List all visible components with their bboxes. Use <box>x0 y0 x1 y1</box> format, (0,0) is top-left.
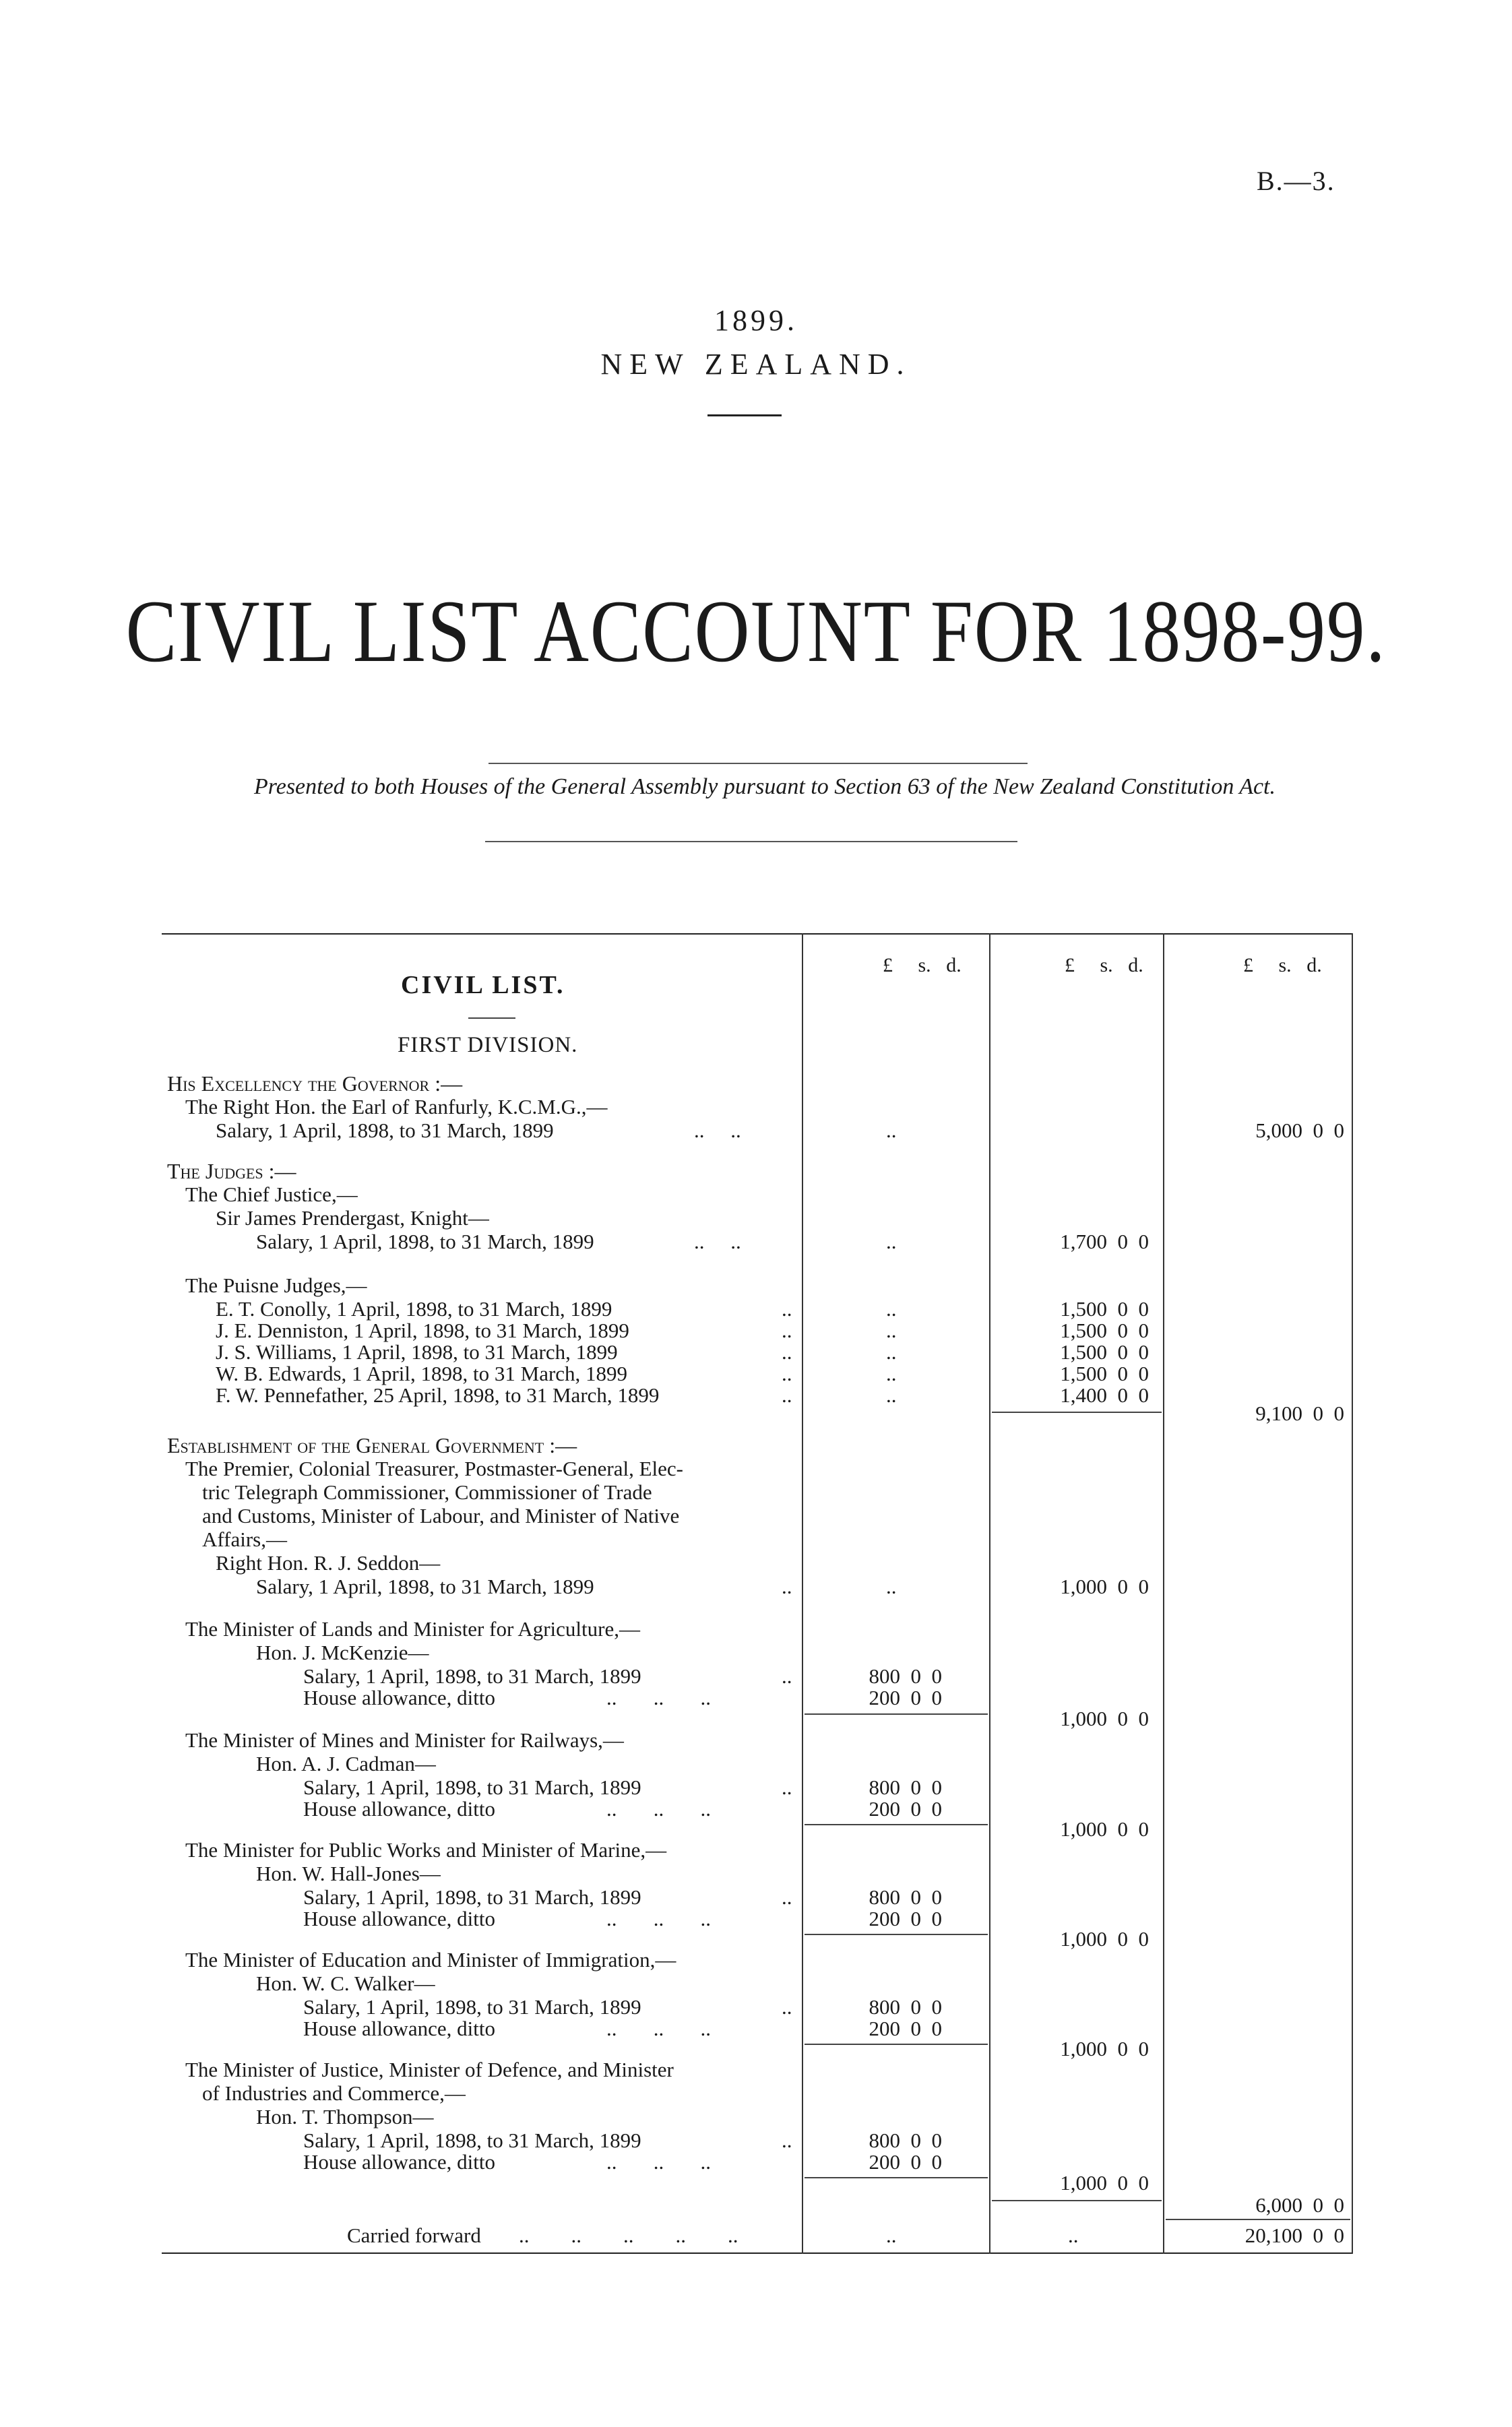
house-allowance-line: House allowance, ditto <box>303 2017 495 2040</box>
house-allowance-amount: 200 0 0 <box>869 1907 942 1930</box>
leader-dots: .. .. .. .. .. <box>519 2224 738 2247</box>
person-name: Sir James Prendergast, Knight— <box>216 1206 489 1230</box>
office-description: The Minister for Public Works and Minister of Marine,— <box>185 1838 667 1862</box>
office-description: The Premier, Colonial Treasurer, Postmaster-General, Elec- <box>185 1457 683 1480</box>
civil-list-heading: CIVIL LIST. <box>401 971 565 999</box>
salary-line: Salary, 1 April, 1898, to 31 March, 1899 <box>303 1664 641 1688</box>
puisne-judge-amount: 1,400 0 0 <box>1060 1383 1149 1407</box>
leader-dots: .. .. .. <box>606 2150 711 2174</box>
leader-dots: .. <box>1068 2224 1079 2247</box>
house-allowance-line: House allowance, ditto <box>303 2150 495 2174</box>
salary-line: Salary, 1 April, 1898, to 31 March, 1899 <box>256 1575 594 1598</box>
row-label: The Chief Justice,— <box>185 1183 358 1206</box>
house-allowance-line: House allowance, ditto <box>303 1686 495 1709</box>
salary-amount: 800 0 0 <box>869 1885 942 1909</box>
leader-dots: .. <box>886 1340 897 1364</box>
puisne-judge-row: F. W. Pennefather, 25 April, 1898, to 31 March, 1899 <box>216 1383 660 1407</box>
office-description: Affairs,— <box>202 1527 287 1551</box>
minister-total: 1,000 0 0 <box>1060 1927 1149 1951</box>
leader-dots: .. <box>782 1775 792 1799</box>
puisne-judge-amount: 1,500 0 0 <box>1060 1297 1149 1321</box>
leader-dots: .. <box>782 1383 792 1407</box>
table-bottom-rule <box>162 2252 1353 2254</box>
salary-amount: 800 0 0 <box>869 1664 942 1688</box>
leader-dots: .. .. .. <box>606 1907 711 1930</box>
section-heading: His Excellency the Governor :— <box>167 1071 463 1096</box>
leader-dots: .. <box>782 1362 792 1385</box>
salary-line: Salary, 1 April, 1898, to 31 March, 1899 <box>303 2129 641 2152</box>
chief-justice-amount: 1,700 0 0 <box>1060 1230 1149 1253</box>
column-rule <box>989 933 990 2254</box>
person-name: Hon. J. McKenzie— <box>256 1641 429 1664</box>
office-description: and Customs, Minister of Labour, and Minister of Native <box>202 1504 680 1527</box>
leader-dots: .. <box>886 2224 897 2247</box>
person-name: Hon. W. Hall-Jones— <box>256 1862 441 1885</box>
leader-dots: .. <box>886 1118 897 1142</box>
minister-total: 1,000 0 0 <box>1060 2037 1149 2060</box>
house-allowance-line: House allowance, ditto <box>303 1797 495 1821</box>
minister-total: 1,000 0 0 <box>1060 1817 1149 1841</box>
sum-rule <box>805 2044 988 2045</box>
civil-list-table <box>162 933 1353 2255</box>
leader-dots: .. .. <box>694 1230 741 1253</box>
country: NEW ZEALAND. <box>600 348 912 381</box>
puisne-judge-row: E. T. Conolly, 1 April, 1898, to 31 March, 1899 <box>216 1297 612 1321</box>
leader-dots: .. <box>782 1319 792 1342</box>
column-rule <box>1352 933 1353 2254</box>
divider <box>468 1017 515 1019</box>
person-name: Hon. W. C. Walker— <box>256 1972 435 1995</box>
section-heading: The Judges :— <box>167 1159 296 1183</box>
salary-amount: 800 0 0 <box>869 1775 942 1799</box>
house-allowance-line: House allowance, ditto <box>303 1907 495 1930</box>
table-top-rule <box>162 933 1353 935</box>
presented-note: Presented to both Houses of the General Assembly pursuant to Section 63 of the New Zealand Constitution Act. <box>253 774 1276 799</box>
document-reference: B.—3. <box>1257 166 1335 196</box>
leader-dots: .. .. .. <box>606 2017 711 2040</box>
carried-forward-label: Carried forward <box>347 2224 481 2247</box>
office-description: The Minister of Education and Minister of Immigration,— <box>185 1948 676 1972</box>
sum-rule <box>805 1713 988 1715</box>
office-description: tric Telegraph Commissioner, Commissioner of Trade <box>202 1480 652 1504</box>
salary-line: Salary, 1 April, 1898, to 31 March, 1899 <box>303 1885 641 1909</box>
leader-dots: .. <box>782 1340 792 1364</box>
office-description: of Industries and Commerce,— <box>202 2081 466 2105</box>
person-name: Hon. T. Thompson— <box>256 2105 434 2129</box>
government-total: 6,000 0 0 <box>1255 2193 1344 2217</box>
puisne-judge-row: W. B. Edwards, 1 April, 1898, to 31 March, 1899 <box>216 1362 628 1385</box>
sum-rule <box>1166 2219 1350 2220</box>
leader-dots: .. .. <box>694 1118 741 1142</box>
sum-rule <box>805 1934 988 1935</box>
house-allowance-amount: 200 0 0 <box>869 1797 942 1821</box>
puisne-judge-amount: 1,500 0 0 <box>1060 1340 1149 1364</box>
office-description: The Minister of Lands and Minister for Agriculture,— <box>185 1617 640 1641</box>
governor-total: 5,000 0 0 <box>1255 1118 1344 1142</box>
leader-dots: .. <box>782 1297 792 1321</box>
currency-header: £ s. d. <box>1065 954 1143 976</box>
leader-dots: .. <box>886 1297 897 1321</box>
sum-rule <box>992 2200 1162 2201</box>
person-name: The Right Hon. the Earl of Ranfurly, K.C.M.G.,— <box>185 1095 608 1118</box>
year: 1899. <box>714 304 798 337</box>
leader-dots: .. .. .. <box>606 1797 711 1821</box>
office-description: The Minister of Mines and Minister for Railways,— <box>185 1728 624 1752</box>
salary-amount: 800 0 0 <box>869 2129 942 2152</box>
document-title: CIVIL LIST ACCOUNT FOR 1898-99. <box>125 581 1387 681</box>
house-allowance-amount: 200 0 0 <box>869 2150 942 2174</box>
leader-dots: .. .. .. <box>606 1686 711 1709</box>
divider <box>489 763 1028 764</box>
leader-dots: .. <box>886 1230 897 1253</box>
salary-line: Salary, 1 April, 1898, to 31 March, 1899 <box>303 1995 641 2019</box>
sum-rule <box>805 2177 988 2178</box>
salary-amount: 800 0 0 <box>869 1995 942 2019</box>
divider <box>485 841 1017 842</box>
puisne-judge-amount: 1,500 0 0 <box>1060 1319 1149 1342</box>
minister-total: 1,000 0 0 <box>1060 2171 1149 2195</box>
judges-total: 9,100 0 0 <box>1255 1401 1344 1425</box>
puisne-judge-row: J. E. Denniston, 1 April, 1898, to 31 March, 1899 <box>216 1319 629 1342</box>
divider <box>707 414 782 416</box>
person-name: Hon. A. J. Cadman— <box>256 1752 436 1775</box>
leader-dots: .. <box>886 1319 897 1342</box>
minister-total: 1,000 0 0 <box>1060 1707 1149 1730</box>
person-name: Right Hon. R. J. Seddon— <box>216 1551 441 1575</box>
leader-dots: .. <box>782 1885 792 1909</box>
division-heading: FIRST DIVISION. <box>398 1033 578 1057</box>
carried-forward-total: 20,100 0 0 <box>1245 2224 1344 2247</box>
puisne-judge-amount: 1,500 0 0 <box>1060 1362 1149 1385</box>
leader-dots: .. <box>782 2129 792 2152</box>
leader-dots: .. <box>886 1362 897 1385</box>
office-description: The Minister of Justice, Minister of Defence, and Minister <box>185 2058 674 2081</box>
section-heading: Establishment of the General Government :— <box>167 1433 577 1457</box>
currency-header: £ s. d. <box>1243 954 1322 976</box>
leader-dots: .. <box>782 1995 792 2019</box>
column-rule <box>1163 933 1164 2254</box>
currency-header: £ s. d. <box>883 954 962 976</box>
sum-rule <box>805 1824 988 1825</box>
leader-dots: .. <box>782 1575 792 1598</box>
leader-dots: .. <box>782 1664 792 1688</box>
salary-line: Salary, 1 April, 1898, to 31 March, 1899 <box>303 1775 641 1799</box>
salary-line: Salary, 1 April, 1898, to 31 March, 1899 <box>256 1230 594 1253</box>
salary-line: Salary, 1 April, 1898, to 31 March, 1899 <box>216 1118 554 1142</box>
sum-rule <box>992 1412 1162 1413</box>
column-rule <box>802 933 803 2254</box>
leader-dots: .. <box>886 1575 897 1598</box>
leader-dots: .. <box>886 1383 897 1407</box>
house-allowance-amount: 200 0 0 <box>869 2017 942 2040</box>
row-label: The Puisne Judges,— <box>185 1273 367 1297</box>
house-allowance-amount: 200 0 0 <box>869 1686 942 1709</box>
premier-amount: 1,000 0 0 <box>1060 1575 1149 1598</box>
puisne-judge-row: J. S. Williams, 1 April, 1898, to 31 March, 1899 <box>216 1340 618 1364</box>
